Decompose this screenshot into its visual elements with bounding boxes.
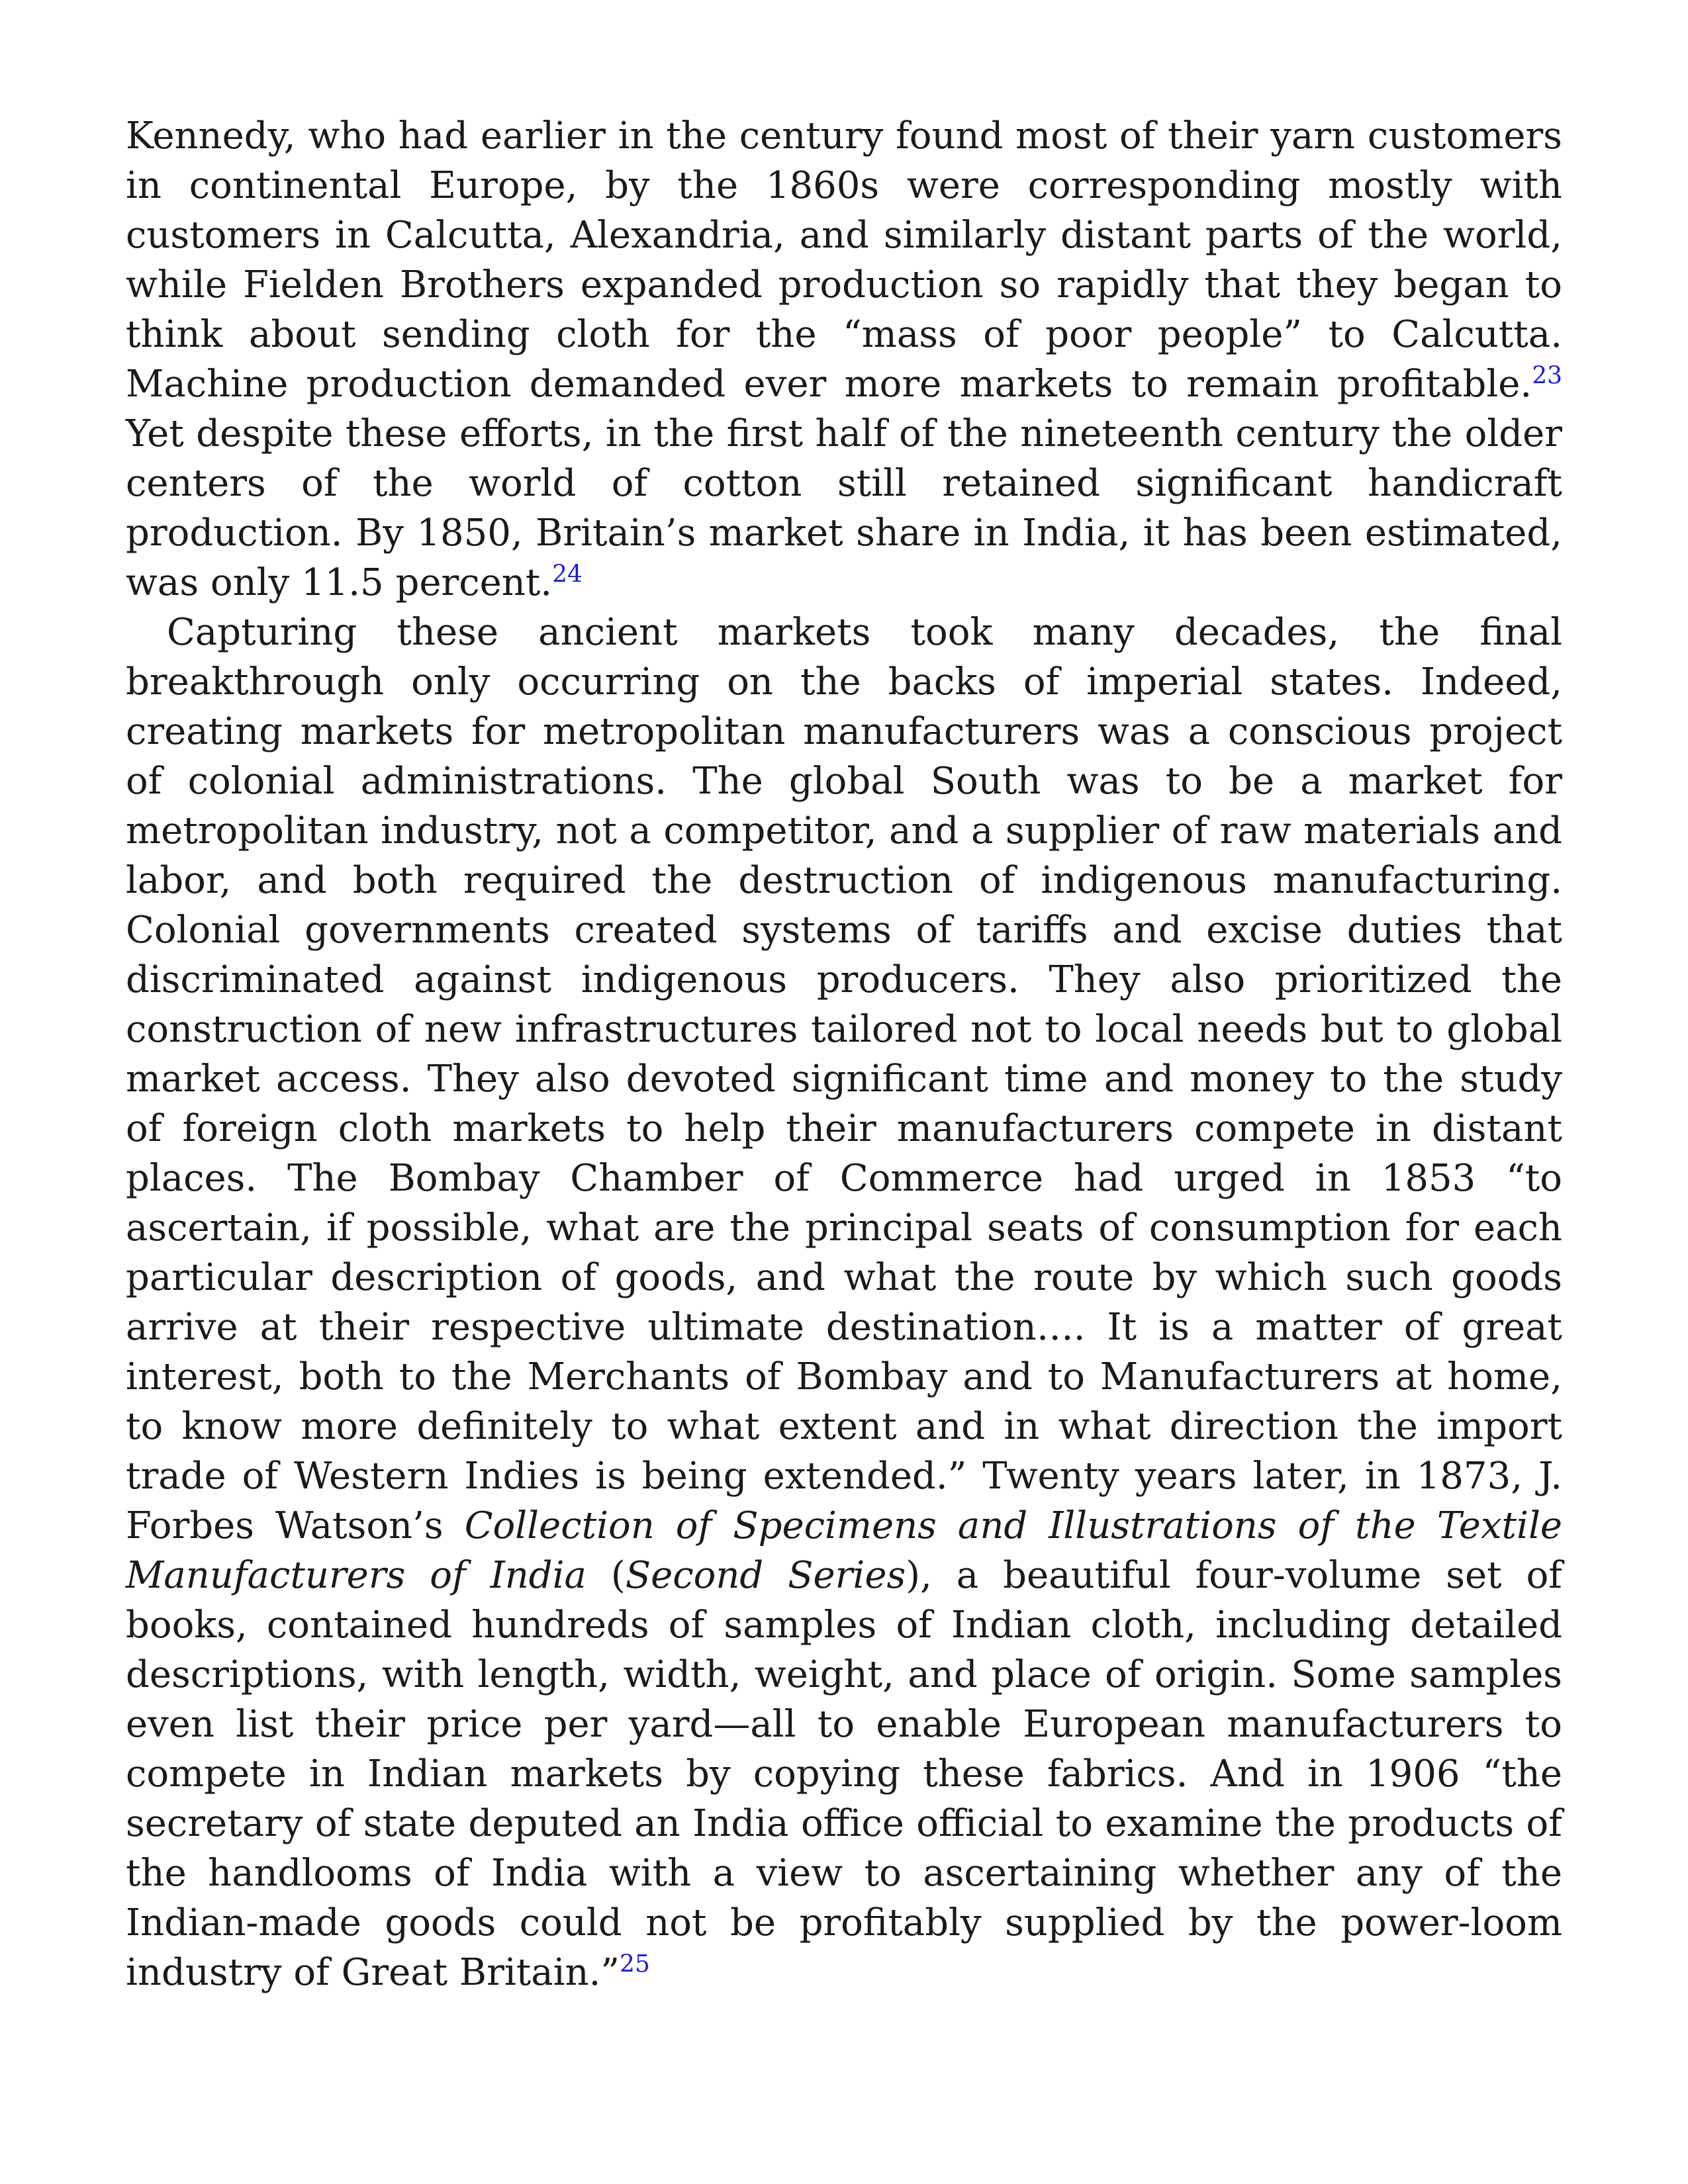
page-body: [126, 111, 1562, 1997]
footnote-link-25[interactable]: 25: [620, 1950, 650, 1978]
paragraph-text: Yet despite these efforts, in the first half of the nineteenth century the older centers of the world of cotton still retained significant handicraft production. By 1850, Britain’s market share in India, it has been estimated, was only 11.5 percent.: [126, 412, 1562, 604]
paragraph-text: Capturing these ancient markets took many decades, the final breakthrough only occurring on the backs of imperial states. Indeed, creating markets for metropolitan manufacturers was a conscious project of colonial administrations. The global South was to be a market for metropolitan industry, not a competitor, and a supplier of raw materials and labor, and both required the destruction of indigenous manufacturing. Colonial governments created systems of tariffs and excise duties that discriminated against indigenous producers. They also prioritized the construction of new infrastructures tailored not to local needs but to global market access. They also devoted significant time and money to the study of foreign cloth markets to help their manufacturers compete in distant places. The Bombay Chamber of Commerce had urged in 1853 “to ascertain, if possible, what are the principal seats of consumption for each particular description of goods, and what the route by which such goods arrive at their respective ultimate destination…. It is a matter of great interest, both to the Merchants of Bombay and to Manufacturers at home, to know more definitely to what extent and in what direction the import trade of Western Indies is being extended.” Twenty years later, in 1873, J. Forbes Watson’s: [126, 611, 1562, 1547]
paragraph-2: [126, 608, 1562, 1997]
footnote-link-23[interactable]: 23: [1532, 362, 1562, 390]
footnote-link-24[interactable]: 24: [552, 561, 583, 588]
book-title-italic: Collection of Specimens and Illustrations of the Textile Manufacturers of India: [126, 1504, 1562, 1597]
paragraph-text: ), a beautiful four-volume set of books, contained hundreds of samples of Indian cloth, including detailed descriptions, with length, width, weight, and place of origin. Some samples even list their price per yard—all to enable European manufacturers to compete in Indian markets by copying these fabrics. And in 1906 “the secretary of state deputed an India office official to examine the products of the handlooms of India with a view to ascertaining whether any of the Indian-made goods could not be profitably supplied by the power-loom industry of Great Britain.”: [126, 1554, 1563, 1994]
paragraph-text: (: [586, 1554, 626, 1597]
paragraph-text: Kennedy, who had earlier in the century found most of their yarn customers in continental Europe, by the 1860s were corresponding mostly with customers in Calcutta, Alexandria, and similarly distant parts of the world, while Fielden Brothers expanded production so rapidly that they began to think about sending cloth for the “mass of poor people” to Calcutta. Machine production demanded ever more markets to remain profitable.: [126, 114, 1562, 406]
paragraph-1: [126, 111, 1562, 608]
series-title-italic: Second Series: [625, 1554, 906, 1597]
